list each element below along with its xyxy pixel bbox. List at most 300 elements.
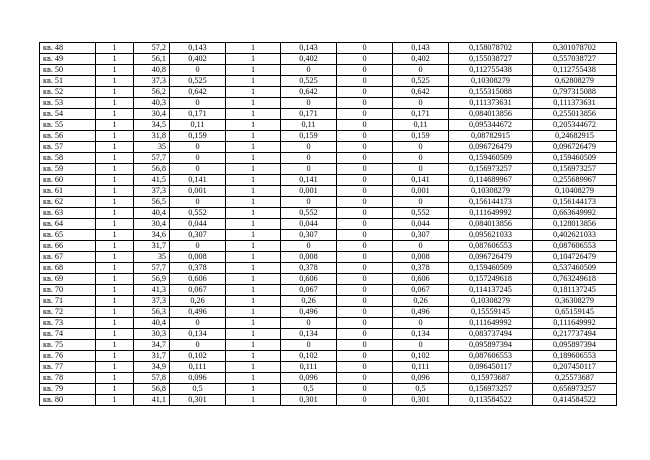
- value-cell: 0,084013856: [449, 109, 533, 120]
- value-cell: 0,525: [170, 76, 226, 87]
- value-cell: 1: [96, 175, 134, 186]
- value-cell: 0: [170, 197, 226, 208]
- value-cell: 0,158078702: [449, 43, 533, 54]
- apartment-cell: кв. 58: [40, 153, 96, 164]
- value-cell: 0,11: [281, 120, 337, 131]
- value-cell: 1: [226, 98, 281, 109]
- apartment-cell: кв. 60: [40, 175, 96, 186]
- value-cell: 1: [96, 164, 134, 175]
- value-cell: 0,141: [393, 175, 449, 186]
- table-row: [40, 65, 617, 76]
- value-cell: 0: [337, 131, 393, 142]
- value-cell: 0: [393, 142, 449, 153]
- value-cell: 1: [96, 307, 134, 318]
- value-cell: 0,15973687: [449, 373, 533, 384]
- value-cell: 0,095344672: [449, 120, 533, 131]
- table-row: [40, 43, 617, 54]
- value-cell: 0,143: [393, 43, 449, 54]
- value-cell: 0,552: [281, 208, 337, 219]
- value-cell: 0,104726479: [533, 252, 617, 263]
- value-cell: 1: [226, 109, 281, 120]
- value-cell: 0,402: [393, 54, 449, 65]
- value-cell: 0,301: [281, 395, 337, 406]
- value-cell: 0: [337, 186, 393, 197]
- apartment-cell: кв. 69: [40, 274, 96, 285]
- value-cell: 0: [337, 197, 393, 208]
- table-row: [40, 87, 617, 98]
- value-cell: 0,496: [170, 307, 226, 318]
- value-cell: 0,26: [281, 296, 337, 307]
- value-cell: 0,111: [281, 362, 337, 373]
- apartment-cell: кв. 67: [40, 252, 96, 263]
- value-cell: 0,10408279: [533, 186, 617, 197]
- table-row: [40, 351, 617, 362]
- value-cell: 0: [337, 241, 393, 252]
- value-cell: 0,156973257: [533, 164, 617, 175]
- value-cell: 30,4: [134, 109, 170, 120]
- table-row: [40, 296, 617, 307]
- value-cell: 0,159460509: [449, 263, 533, 274]
- table-row: [40, 109, 617, 120]
- value-cell: 1: [96, 219, 134, 230]
- value-cell: 0: [337, 120, 393, 131]
- value-cell: 0: [281, 142, 337, 153]
- apartment-cell: кв. 49: [40, 54, 96, 65]
- value-cell: 0: [281, 65, 337, 76]
- value-cell: 0,044: [170, 219, 226, 230]
- value-cell: 0,763249618: [533, 274, 617, 285]
- value-cell: 0,642: [393, 87, 449, 98]
- table-row: [40, 164, 617, 175]
- value-cell: 0,552: [393, 208, 449, 219]
- value-cell: 0,606: [393, 274, 449, 285]
- value-cell: 0,114137245: [449, 285, 533, 296]
- value-cell: 0,087606553: [533, 241, 617, 252]
- value-cell: 0,10308279: [449, 76, 533, 87]
- value-cell: 1: [96, 208, 134, 219]
- value-cell: 0: [337, 318, 393, 329]
- value-cell: 0: [393, 318, 449, 329]
- value-cell: 0,044: [281, 219, 337, 230]
- table-row: [40, 76, 617, 87]
- value-cell: 30,4: [134, 219, 170, 230]
- table-row: [40, 395, 617, 406]
- value-cell: 1: [226, 252, 281, 263]
- value-cell: 0,525: [281, 76, 337, 87]
- value-cell: 0,65159145: [533, 307, 617, 318]
- table-row: [40, 153, 617, 164]
- value-cell: 0,5: [281, 384, 337, 395]
- value-cell: 0,402: [281, 54, 337, 65]
- value-cell: 0,084013856: [449, 219, 533, 230]
- value-cell: 0,25573687: [533, 373, 617, 384]
- value-cell: 1: [96, 54, 134, 65]
- value-cell: 0: [337, 98, 393, 109]
- value-cell: 31,7: [134, 351, 170, 362]
- value-cell: 1: [226, 175, 281, 186]
- value-cell: 0,156973257: [449, 384, 533, 395]
- value-cell: 0: [170, 241, 226, 252]
- table-row: [40, 208, 617, 219]
- value-cell: 1: [96, 87, 134, 98]
- value-cell: 0,642: [170, 87, 226, 98]
- value-cell: 0,001: [281, 186, 337, 197]
- value-cell: 0,159: [170, 131, 226, 142]
- value-cell: 0: [337, 307, 393, 318]
- value-cell: 1: [96, 384, 134, 395]
- value-cell: 0: [170, 153, 226, 164]
- value-cell: 0,301078702: [533, 43, 617, 54]
- value-cell: 1: [96, 197, 134, 208]
- value-cell: 56,8: [134, 164, 170, 175]
- value-cell: 0,62808279: [533, 76, 617, 87]
- value-cell: 0,797315088: [533, 87, 617, 98]
- value-cell: 1: [96, 252, 134, 263]
- value-cell: 0: [337, 296, 393, 307]
- apartment-cell: кв. 79: [40, 384, 96, 395]
- value-cell: 0,083737494: [449, 329, 533, 340]
- value-cell: 0,378: [393, 263, 449, 274]
- value-cell: 1: [96, 131, 134, 142]
- value-cell: 1: [96, 142, 134, 153]
- value-cell: 0,044: [393, 219, 449, 230]
- value-cell: 0: [170, 164, 226, 175]
- value-cell: 1: [96, 153, 134, 164]
- table-row: [40, 307, 617, 318]
- value-cell: 0,402621033: [533, 230, 617, 241]
- value-cell: 0,067: [281, 285, 337, 296]
- value-cell: 41,3: [134, 285, 170, 296]
- value-cell: 1: [226, 87, 281, 98]
- value-cell: 0,087606553: [449, 241, 533, 252]
- value-cell: 1: [226, 362, 281, 373]
- value-cell: 0,171: [281, 109, 337, 120]
- apartment-cell: кв. 68: [40, 263, 96, 274]
- value-cell: 0,111: [170, 362, 226, 373]
- value-cell: 56,3: [134, 307, 170, 318]
- value-cell: 1: [226, 43, 281, 54]
- value-cell: 0,171: [393, 109, 449, 120]
- table-row: [40, 263, 617, 274]
- value-cell: 1: [226, 219, 281, 230]
- value-cell: 0,156144173: [533, 197, 617, 208]
- value-cell: 0: [281, 318, 337, 329]
- value-cell: 0,537460509: [533, 263, 617, 274]
- value-cell: 1: [96, 329, 134, 340]
- value-cell: 0,217737494: [533, 329, 617, 340]
- value-cell: 0,111649992: [449, 208, 533, 219]
- value-cell: 0,159460509: [533, 153, 617, 164]
- value-cell: 0,155315088: [449, 87, 533, 98]
- value-cell: 1: [226, 208, 281, 219]
- value-cell: 0: [281, 340, 337, 351]
- value-cell: 0,402: [170, 54, 226, 65]
- value-cell: 0: [337, 351, 393, 362]
- value-cell: 1: [226, 131, 281, 142]
- value-cell: 57,7: [134, 263, 170, 274]
- table-body: [40, 43, 617, 406]
- value-cell: 0,111649992: [533, 318, 617, 329]
- value-cell: 0: [337, 373, 393, 384]
- apartment-cell: кв. 72: [40, 307, 96, 318]
- value-cell: 0,134: [393, 329, 449, 340]
- value-cell: 56,5: [134, 197, 170, 208]
- value-cell: 40,3: [134, 98, 170, 109]
- value-cell: 1: [226, 142, 281, 153]
- value-cell: 0,159: [281, 131, 337, 142]
- apartment-cell: кв. 78: [40, 373, 96, 384]
- value-cell: 1: [226, 329, 281, 340]
- value-cell: 0: [281, 98, 337, 109]
- value-cell: 1: [226, 54, 281, 65]
- value-cell: 0,143: [281, 43, 337, 54]
- value-cell: 0,496: [393, 307, 449, 318]
- value-cell: 34,5: [134, 120, 170, 131]
- value-cell: 1: [96, 296, 134, 307]
- value-cell: 56,1: [134, 54, 170, 65]
- value-cell: 0,096: [393, 373, 449, 384]
- value-cell: 0,10308279: [449, 296, 533, 307]
- value-cell: 1: [226, 296, 281, 307]
- value-cell: 0,301: [393, 395, 449, 406]
- value-cell: 1: [96, 120, 134, 131]
- value-cell: 0: [170, 98, 226, 109]
- table-row: [40, 340, 617, 351]
- table-row: [40, 329, 617, 340]
- value-cell: 0: [281, 153, 337, 164]
- value-cell: 0,157249618: [449, 274, 533, 285]
- value-cell: 1: [226, 197, 281, 208]
- value-cell: 0: [337, 362, 393, 373]
- value-cell: 0,307: [281, 230, 337, 241]
- value-cell: 0,102: [170, 351, 226, 362]
- value-cell: 0,525: [393, 76, 449, 87]
- apartment-cell: кв. 70: [40, 285, 96, 296]
- table-row: [40, 186, 617, 197]
- table-row: [40, 98, 617, 109]
- value-cell: 1: [226, 351, 281, 362]
- value-cell: 1: [226, 395, 281, 406]
- value-cell: 1: [96, 274, 134, 285]
- value-cell: 1: [226, 120, 281, 131]
- value-cell: 0: [393, 153, 449, 164]
- value-cell: 0,102: [393, 351, 449, 362]
- value-cell: 0: [393, 340, 449, 351]
- apartment-cell: кв. 64: [40, 219, 96, 230]
- value-cell: 0,096450117: [449, 362, 533, 373]
- value-cell: 1: [96, 318, 134, 329]
- value-cell: 0: [281, 164, 337, 175]
- apartment-cell: кв. 73: [40, 318, 96, 329]
- value-cell: 0: [337, 153, 393, 164]
- apartment-cell: кв. 51: [40, 76, 96, 87]
- apartment-cell: кв. 59: [40, 164, 96, 175]
- apartment-cell: кв. 74: [40, 329, 96, 340]
- value-cell: 0,156973257: [449, 164, 533, 175]
- value-cell: 0,10308279: [449, 186, 533, 197]
- value-cell: 56,8: [134, 384, 170, 395]
- value-cell: 0,36308279: [533, 296, 617, 307]
- table-row: [40, 230, 617, 241]
- apartment-cell: кв. 65: [40, 230, 96, 241]
- apartment-cell: кв. 50: [40, 65, 96, 76]
- value-cell: 1: [96, 340, 134, 351]
- value-cell: 1: [226, 340, 281, 351]
- value-cell: 0,606: [170, 274, 226, 285]
- value-cell: 0,5: [393, 384, 449, 395]
- value-cell: 1: [96, 43, 134, 54]
- value-cell: 0,414584522: [533, 395, 617, 406]
- value-cell: 0,008: [170, 252, 226, 263]
- value-cell: 0,111373631: [533, 98, 617, 109]
- value-cell: 37,3: [134, 186, 170, 197]
- table-row: [40, 384, 617, 395]
- value-cell: 0,001: [393, 186, 449, 197]
- value-cell: 1: [96, 285, 134, 296]
- value-cell: 0,141: [281, 175, 337, 186]
- table-row: [40, 142, 617, 153]
- value-cell: 0,557038727: [533, 54, 617, 65]
- value-cell: 35: [134, 142, 170, 153]
- value-cell: 0,008: [393, 252, 449, 263]
- value-cell: 0: [337, 263, 393, 274]
- value-cell: 0,096726479: [533, 142, 617, 153]
- value-cell: 0: [337, 274, 393, 285]
- value-cell: 0: [170, 318, 226, 329]
- value-cell: 56,9: [134, 274, 170, 285]
- value-cell: 1: [96, 263, 134, 274]
- value-cell: 0,114689967: [449, 175, 533, 186]
- apartment-cell: кв. 66: [40, 241, 96, 252]
- value-cell: 0,112755438: [449, 65, 533, 76]
- table-row: [40, 241, 617, 252]
- value-cell: 0,096: [170, 373, 226, 384]
- value-cell: 0,159: [393, 131, 449, 142]
- value-cell: 0: [337, 175, 393, 186]
- value-cell: 0,171: [170, 109, 226, 120]
- apartment-cell: кв. 77: [40, 362, 96, 373]
- value-cell: 0,606: [281, 274, 337, 285]
- value-cell: 1: [226, 307, 281, 318]
- table-row: [40, 131, 617, 142]
- value-cell: 1: [226, 186, 281, 197]
- value-cell: 37,3: [134, 296, 170, 307]
- value-cell: 1: [96, 362, 134, 373]
- value-cell: 0,141: [170, 175, 226, 186]
- value-cell: 0,205344672: [533, 120, 617, 131]
- value-cell: 1: [96, 186, 134, 197]
- value-cell: 1: [226, 373, 281, 384]
- value-cell: 0,134: [170, 329, 226, 340]
- value-cell: 1: [96, 98, 134, 109]
- value-cell: 1: [226, 318, 281, 329]
- value-cell: 0,378: [281, 263, 337, 274]
- value-cell: 0,102: [281, 351, 337, 362]
- value-cell: 34,9: [134, 362, 170, 373]
- value-cell: 0,096726479: [449, 142, 533, 153]
- value-cell: 0,095897394: [533, 340, 617, 351]
- value-cell: 0: [170, 142, 226, 153]
- value-cell: 40,4: [134, 208, 170, 219]
- value-cell: 0: [337, 54, 393, 65]
- table-row: [40, 362, 617, 373]
- value-cell: 0,113584522: [449, 395, 533, 406]
- apartment-cell: кв. 76: [40, 351, 96, 362]
- value-cell: 0,156144173: [449, 197, 533, 208]
- apartment-cell: кв. 61: [40, 186, 96, 197]
- value-cell: 1: [96, 351, 134, 362]
- value-cell: 0,11: [393, 120, 449, 131]
- value-cell: 0,08782915: [449, 131, 533, 142]
- value-cell: 41,1: [134, 395, 170, 406]
- value-cell: 0,067: [170, 285, 226, 296]
- value-cell: 1: [226, 65, 281, 76]
- value-cell: 34,7: [134, 340, 170, 351]
- value-cell: 0: [337, 219, 393, 230]
- value-cell: 0,111649992: [449, 318, 533, 329]
- value-cell: 0,096726479: [449, 252, 533, 263]
- value-cell: 0,11: [170, 120, 226, 131]
- value-cell: 0: [337, 384, 393, 395]
- table-row: [40, 274, 617, 285]
- value-cell: 0,008: [281, 252, 337, 263]
- value-cell: 0,111: [393, 362, 449, 373]
- value-cell: 0,656973257: [533, 384, 617, 395]
- value-cell: 0,301: [170, 395, 226, 406]
- apartment-cell: кв. 48: [40, 43, 96, 54]
- value-cell: 0,307: [393, 230, 449, 241]
- value-cell: 1: [96, 109, 134, 120]
- table-row: [40, 252, 617, 263]
- value-cell: 1: [96, 76, 134, 87]
- value-cell: 0,5: [170, 384, 226, 395]
- value-cell: 0: [281, 197, 337, 208]
- value-cell: 1: [226, 274, 281, 285]
- table-row: [40, 373, 617, 384]
- value-cell: 0,112755438: [533, 65, 617, 76]
- value-cell: 0,207450117: [533, 362, 617, 373]
- value-cell: 0,087606553: [449, 351, 533, 362]
- value-cell: 56,2: [134, 87, 170, 98]
- value-cell: 0,642: [281, 87, 337, 98]
- table-row: [40, 219, 617, 230]
- apartment-cell: кв. 53: [40, 98, 96, 109]
- value-cell: 1: [96, 241, 134, 252]
- value-cell: 0: [337, 395, 393, 406]
- value-cell: 1: [96, 373, 134, 384]
- value-cell: 1: [96, 395, 134, 406]
- value-cell: 0,189606553: [533, 351, 617, 362]
- value-cell: 0,552: [170, 208, 226, 219]
- value-cell: 1: [226, 164, 281, 175]
- value-cell: 0,255013856: [533, 109, 617, 120]
- apartment-table: [39, 42, 617, 406]
- value-cell: 0,111373631: [449, 98, 533, 109]
- value-cell: 1: [226, 241, 281, 252]
- value-cell: 0,143: [170, 43, 226, 54]
- apartment-cell: кв. 57: [40, 142, 96, 153]
- value-cell: 1: [226, 285, 281, 296]
- value-cell: 1: [226, 263, 281, 274]
- value-cell: 0,155038727: [449, 54, 533, 65]
- value-cell: 0,378: [170, 263, 226, 274]
- value-cell: 57,2: [134, 43, 170, 54]
- value-cell: 0: [393, 197, 449, 208]
- value-cell: 0: [393, 164, 449, 175]
- value-cell: 0,134: [281, 329, 337, 340]
- table-row: [40, 175, 617, 186]
- value-cell: 0,181137245: [533, 285, 617, 296]
